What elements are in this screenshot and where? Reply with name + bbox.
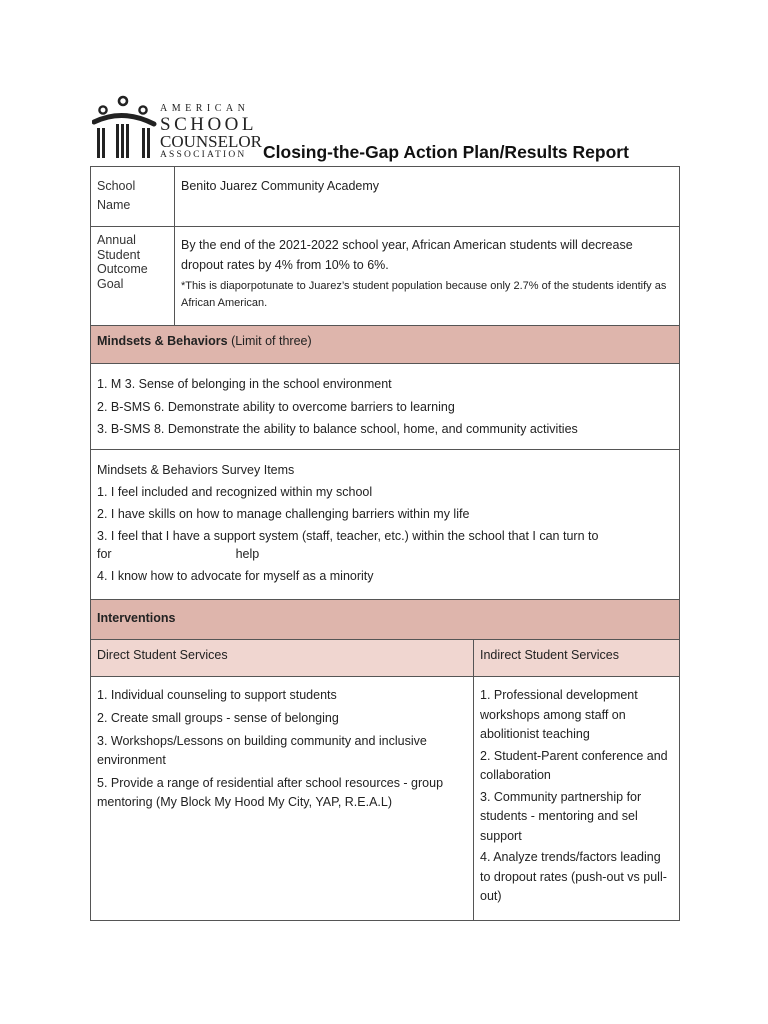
- survey-item: 4. I know how to advocate for myself as a minority: [97, 569, 374, 583]
- asca-logo: [92, 94, 263, 160]
- goal-note: *This is diaporpotunate to Juarez’s student population because only 2.7% of the students identify as African American.: [181, 280, 667, 309]
- indirect-service-item: 1. Professional development workshops among staff on abolitionist teaching: [480, 688, 638, 741]
- goal-row: [91, 227, 680, 326]
- survey-heading: Mindsets & Behaviors Survey Items: [97, 463, 295, 477]
- indirect-service-item: 4. Analyze trends/factors leading to dropout rates (push-out vs pull-out): [480, 850, 667, 903]
- mindsets-heading-bold: Mindsets & Behaviors: [97, 334, 228, 348]
- asca-logo-text: [160, 104, 262, 161]
- indirect-service-item: 3. Community partnership for students - mentoring and sel support: [480, 789, 642, 843]
- mindset-item: 1. M 3. Sense of belonging in the school environment: [97, 377, 392, 391]
- asca-logo-icon: [92, 94, 158, 160]
- interventions-heading: [91, 600, 680, 640]
- direct-service-item: 2. Create small groups - sense of belonging: [97, 711, 339, 725]
- mindset-item: 2. B-SMS 6. Demonstrate ability to overcome barriers to learning: [97, 399, 455, 414]
- mindsets-list-row: [91, 364, 680, 450]
- logo-line-american: AMERICAN: [160, 103, 250, 114]
- services-header-row: [91, 640, 680, 677]
- direct-service-item: 5. Provide a range of residential after school resources - group mentoring (My Block My Hood My City, YAP, R.E.A.L): [97, 776, 444, 809]
- survey-item-3-cont-b: help: [235, 547, 260, 561]
- goal-text: By the end of the 2021-2022 school year, African American students will decrease dropout rates by 4% from 10% to 6%.: [181, 238, 633, 272]
- mindsets-heading-note: (Limit of three): [227, 334, 312, 348]
- school-name-value: Benito Juarez Community Academy: [175, 167, 680, 227]
- mindset-item: 3. B-SMS 8. Demonstrate the ability to balance school, home, and community activities: [97, 422, 578, 436]
- survey-item: [97, 527, 673, 563]
- goal-label: Annual Student Outcome Goal: [91, 227, 175, 326]
- survey-list: [91, 450, 680, 600]
- mindsets-header-row: [91, 326, 680, 364]
- indirect-services-list: [474, 677, 680, 921]
- services-row: [91, 677, 680, 921]
- direct-services-heading: Direct Student Services: [91, 640, 474, 677]
- logo-line-association: ASSOCIATION: [160, 150, 247, 160]
- direct-service-item: 3. Workshops/Lessons on building community and inclusive environment: [97, 734, 427, 767]
- survey-item: 1. I feel included and recognized within my school: [97, 485, 373, 499]
- direct-service-item: 1. Individual counseling to support students: [97, 688, 337, 702]
- survey-item-3-text: 3. I feel that I have a support system (staff, teacher, etc.) within the school that I can turn to: [97, 529, 599, 543]
- mindsets-heading: [91, 326, 680, 364]
- action-plan-table: [90, 166, 680, 921]
- logo-line-school: SCHOOL: [160, 114, 258, 135]
- interventions-heading-text: Interventions: [97, 611, 176, 625]
- indirect-services-heading: Indirect Student Services: [474, 640, 680, 677]
- school-name-label: School Name: [91, 167, 175, 227]
- goal-cell: [175, 227, 680, 326]
- interventions-header-row: [91, 600, 680, 640]
- direct-services-list: [91, 677, 474, 921]
- mindsets-list: [91, 364, 680, 450]
- logo-line-counselor: COUNSELOR: [160, 132, 263, 151]
- indirect-service-item: 2. Student-Parent conference and collaboration: [480, 748, 668, 782]
- survey-row: [91, 450, 680, 600]
- survey-item-3-cont-a: for: [97, 547, 112, 561]
- survey-item: 2. I have skills on how to manage challenging barriers within my life: [97, 507, 470, 521]
- page-title: Closing-the-Gap Action Plan/Results Report: [263, 142, 629, 162]
- document-header: [92, 94, 682, 164]
- school-name-row: [91, 167, 680, 227]
